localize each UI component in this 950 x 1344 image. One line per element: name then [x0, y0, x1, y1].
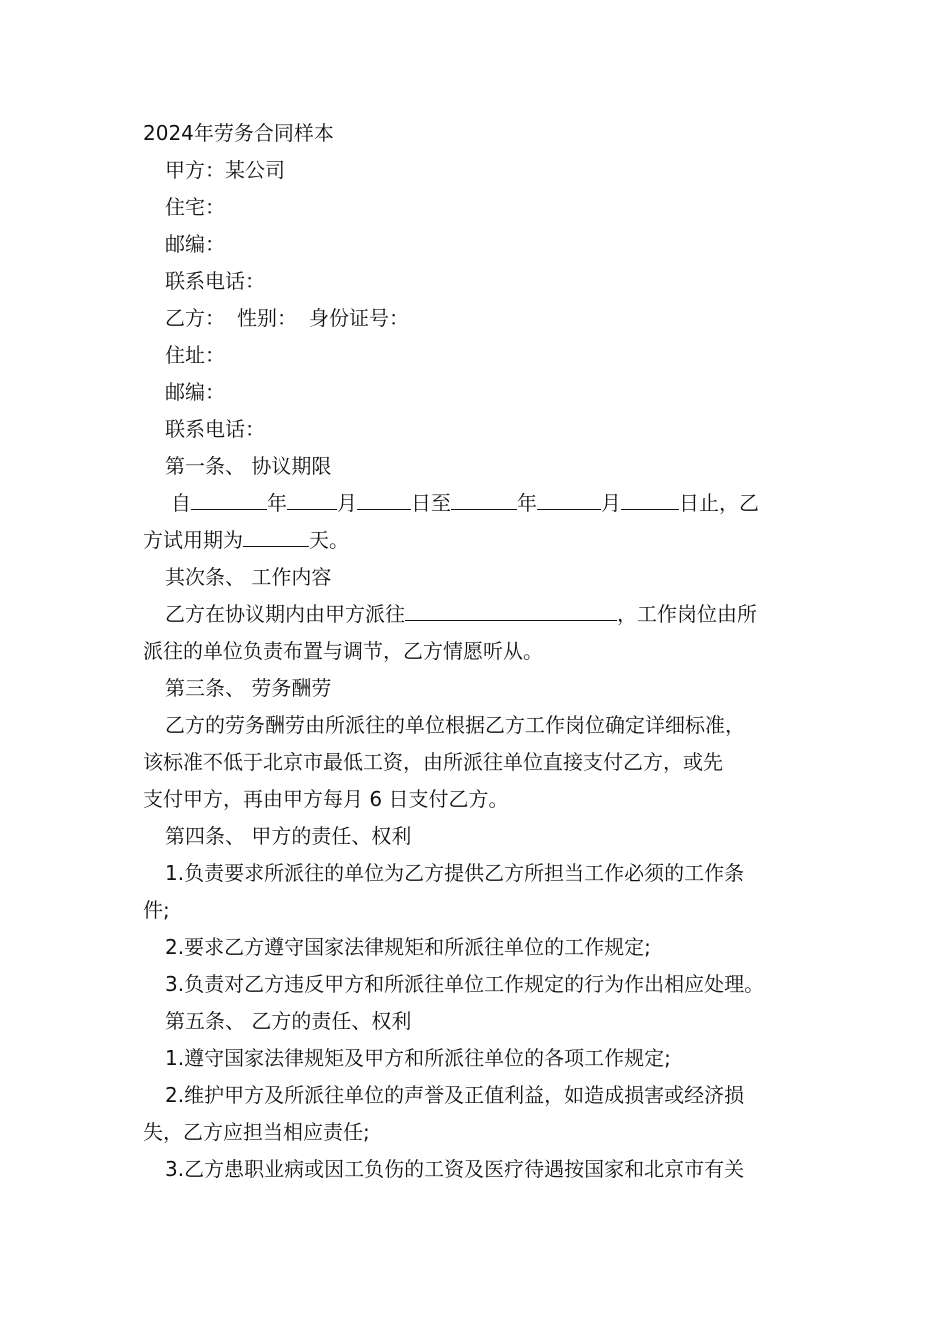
article3-line3: 支付甲方，再由甲方每月 6 日支付乙方。 — [143, 787, 509, 811]
party-a-phone: 联系电话： — [165, 269, 265, 293]
dispatch-unit-blank — [405, 598, 617, 621]
article5-item1: 1.遵守国家法律规矩及甲方和所派往单位的各项工作规定; — [165, 1046, 671, 1070]
term-month-text: 月 — [337, 491, 357, 515]
article2-heading: 其次条、 工作内容 — [165, 565, 332, 589]
party-b-name-label: 乙方： — [165, 306, 225, 330]
article2-line2: 派往的单位负责布置与调节，乙方情愿听从。 — [143, 639, 543, 663]
start-month-blank — [287, 487, 337, 510]
trial-suffix-text: 天。 — [309, 528, 349, 552]
document-body — [143, 115, 811, 1188]
document-title: 2024年劳务合同样本 — [143, 121, 334, 145]
article5-item2-line2: 失，乙方应担当相应责任; — [143, 1120, 370, 1144]
party-b-postcode: 邮编： — [165, 380, 225, 404]
party-b-gender-label: 性别： — [237, 306, 297, 330]
trial-prefix-text: 方试用期为 — [143, 528, 243, 552]
party-b-id-label: 身份证号： — [309, 306, 409, 330]
article4-heading: 第四条、 甲方的责任、权利 — [165, 824, 412, 848]
trial-days-blank — [243, 524, 309, 547]
article1-term-line — [143, 485, 811, 522]
end-year-blank — [451, 487, 517, 510]
article5-item2-line1: 2.维护甲方及所派往单位的声誉及正值利益，如造成损害或经济损 — [165, 1083, 745, 1107]
article2-suffix-text: ，工作岗位由所 — [617, 602, 757, 626]
article5-item3-line1: 3.乙方患职业病或因工负伤的工资及医疗待遇按国家和北京市有关 — [165, 1157, 745, 1181]
party-b-phone: 联系电话： — [165, 417, 265, 441]
article4-item3: 3.负责对乙方违反甲方和所派往单位工作规定的行为作出相应处理。 — [165, 972, 765, 996]
party-b-address: 住址： — [165, 343, 225, 367]
term-month2-text: 月 — [601, 491, 621, 515]
article1-trial-line — [143, 522, 811, 559]
party-a-postcode: 邮编： — [165, 232, 225, 256]
end-day-blank — [621, 487, 679, 510]
party-a-address: 住宅： — [165, 195, 225, 219]
end-month-blank — [537, 487, 601, 510]
term-day-to-text: 日至 — [411, 491, 451, 515]
article2-line1 — [143, 596, 811, 633]
start-day-blank — [357, 487, 411, 510]
article3-line1: 乙方的劳务酬劳由所派往的单位根据乙方工作岗位确定详细标准， — [165, 713, 745, 737]
term-from-text: 自 — [171, 491, 191, 515]
article3-heading: 第三条、 劳务酬劳 — [165, 676, 332, 700]
article4-item1-line2: 件; — [143, 898, 170, 922]
start-year-blank — [191, 487, 267, 510]
party-a-name: 甲方：某公司 — [165, 158, 285, 182]
article4-item1-line1: 1.负责要求所派往的单位为乙方提供乙方所担当工作必须的工作条 — [165, 861, 745, 885]
article4-item2: 2.要求乙方遵守国家法律规矩和所派往单位的工作规定; — [165, 935, 651, 959]
term-year2-text: 年 — [517, 491, 537, 515]
term-day-end-text: 日止，乙 — [679, 491, 759, 515]
term-year-text: 年 — [267, 491, 287, 515]
article2-prefix-text: 乙方在协议期内由甲方派往 — [165, 602, 405, 626]
article1-heading: 第一条、 协议期限 — [165, 454, 332, 478]
article3-line2: 该标准不低于北京市最低工资，由所派往单位直接支付乙方，或先 — [143, 750, 723, 774]
article5-heading: 第五条、 乙方的责任、权利 — [165, 1009, 412, 1033]
party-b-identity-line — [143, 300, 811, 337]
